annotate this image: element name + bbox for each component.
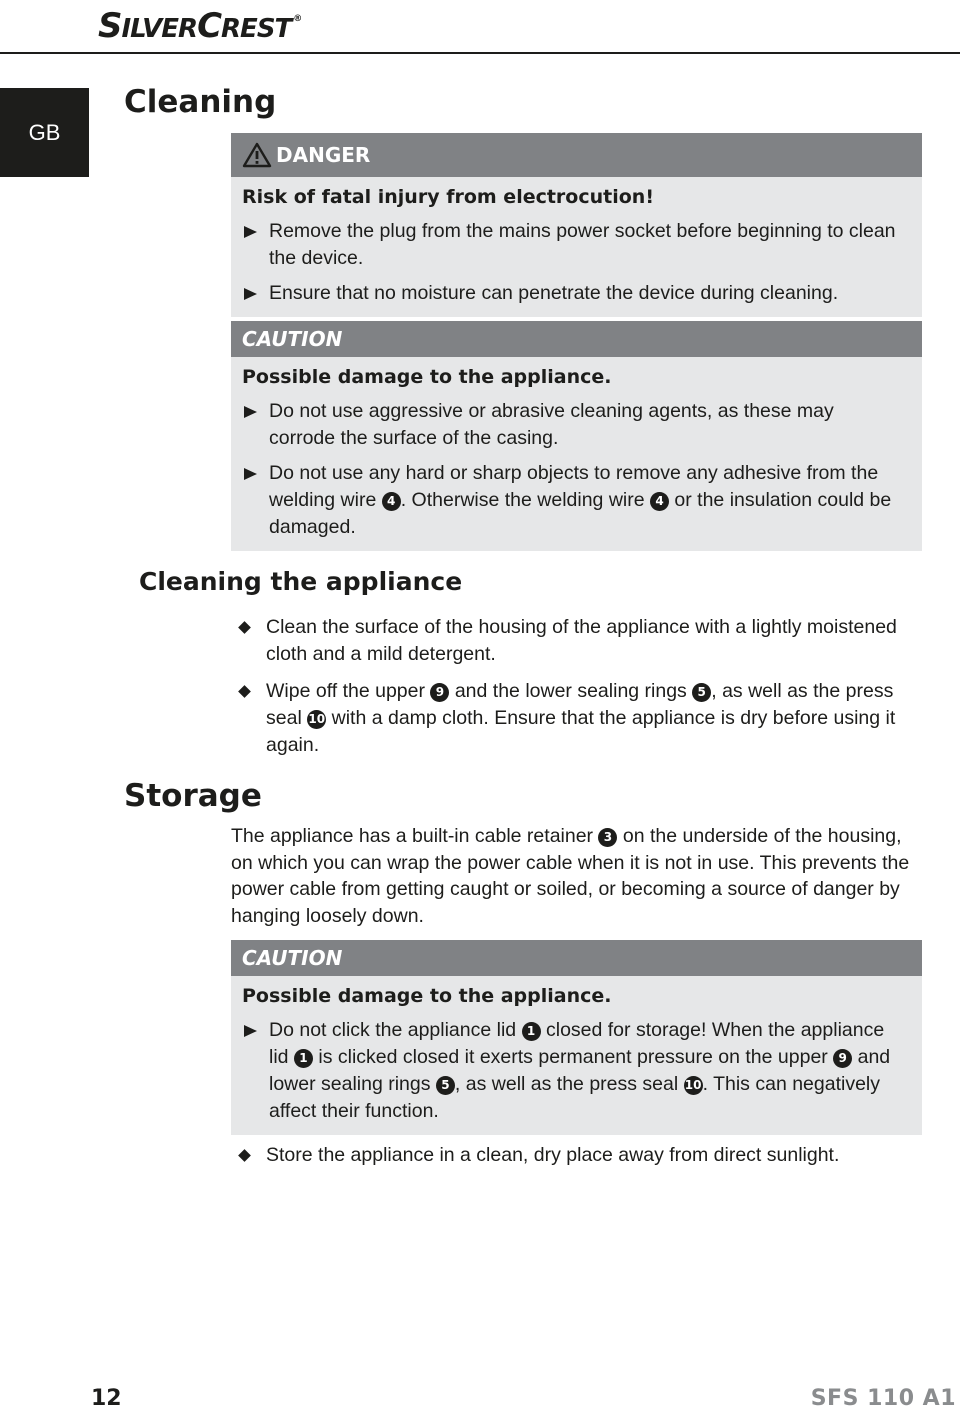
caution-item <box>242 398 902 452</box>
danger-label: DANGER <box>276 143 371 167</box>
list-item <box>238 678 906 759</box>
caution-item-text: is clicked closed it exerts permanent pressure on the upper <box>312 1046 834 1068</box>
list-item-text: , as well as the press seal <box>266 680 894 729</box>
list-item-text: Store the appliance in a clean, dry place away from direct sunlight. <box>266 1144 840 1166</box>
caution-box-storage <box>231 940 922 1135</box>
danger-item-text: Ensure that no moisture can penetrate the device during cleaning. <box>269 282 839 304</box>
list-item-text: and the lower sealing rings <box>449 680 693 702</box>
list-item-text: Wipe off the upper <box>266 680 431 702</box>
part-number-badge: 9 <box>430 683 449 702</box>
cleaning-steps-list <box>238 614 906 769</box>
danger-item <box>242 280 902 307</box>
language-tab: GB <box>0 88 89 177</box>
part-number-badge: 10 <box>307 710 326 729</box>
list-item-text: with a damp cloth. Ensure that the appliance is dry before using it again. <box>266 707 896 756</box>
caution-item-text: Do not use any hard or sharp objects to remove any adhesive from the welding wire <box>269 462 879 511</box>
caution-subtitle: Possible damage to the appliance. <box>242 366 612 388</box>
list-item <box>238 614 906 668</box>
part-number-badge: 5 <box>436 1076 455 1095</box>
diamond-bullet-icon <box>238 621 251 634</box>
caution-subtitle: Possible damage to the appliance. <box>242 985 612 1007</box>
part-number-badge: 10 <box>684 1076 703 1095</box>
caution-item-text: , as well as the press seal <box>454 1073 684 1095</box>
arrow-bullet-icon <box>244 288 257 300</box>
model-number: SFS 110 A1 <box>810 1386 956 1411</box>
caution-header <box>231 940 922 976</box>
caution-item-text: and lower sealing rings <box>269 1046 891 1095</box>
section-title-cleaning-appliance: Cleaning the appliance <box>139 567 463 596</box>
page-number: 12 <box>91 1386 122 1411</box>
logo-text: ILVER <box>121 14 198 44</box>
arrow-bullet-icon <box>244 468 257 480</box>
caution-header <box>231 321 922 357</box>
warning-triangle-icon <box>242 142 272 168</box>
arrow-bullet-icon <box>244 1025 257 1037</box>
header-divider <box>0 52 960 54</box>
logo-letter: S <box>98 6 122 46</box>
logo-text: REST <box>221 14 292 44</box>
section-title-cleaning: Cleaning <box>124 84 277 120</box>
part-number-badge: 9 <box>833 1049 852 1068</box>
danger-subtitle: Risk of fatal injury from electrocution! <box>242 186 654 208</box>
part-number-badge: 1 <box>294 1049 313 1068</box>
part-number-badge: 4 <box>650 492 669 511</box>
caution-item <box>242 460 902 541</box>
arrow-bullet-icon <box>244 226 257 238</box>
caution-item-text: or the insulation could be damaged. <box>269 489 892 538</box>
caution-item-text: Do not click the appliance lid <box>269 1019 522 1041</box>
caution-item-text: . Otherwise the welding wire <box>400 489 650 511</box>
danger-header <box>231 133 922 177</box>
caution-box-cleaning <box>231 321 922 551</box>
danger-item-text: Remove the plug from the mains power socket before beginning to clean the device. <box>269 220 896 269</box>
caution-item <box>242 1017 902 1125</box>
part-number-badge: 1 <box>522 1022 541 1041</box>
logo-letter: C <box>197 6 222 46</box>
arrow-bullet-icon <box>244 406 257 418</box>
list-item-text: Clean the surface of the housing of the appliance with a lightly moistened cloth and a mild detergent. <box>266 616 897 665</box>
storage-text: on the underside of the housing, on which you can wrap the power cable when it is not in use. This prevents the power cable from getting caught or soiled, or becoming a source of danger by hanging loosely down. <box>231 825 910 927</box>
list-item <box>238 1142 906 1169</box>
section-title-storage: Storage <box>124 778 262 814</box>
danger-item <box>242 218 902 272</box>
storage-paragraph <box>231 823 911 929</box>
diamond-bullet-icon <box>238 1149 251 1162</box>
storage-steps-list <box>238 1142 906 1179</box>
caution-label: CAUTION <box>242 327 343 351</box>
part-number-badge: 4 <box>382 492 401 511</box>
registered-mark: ® <box>293 14 302 24</box>
caution-item-text: closed for storage! When the appliance lid <box>269 1019 885 1068</box>
storage-text: The appliance has a built-in cable retainer <box>231 825 599 847</box>
caution-item-text: Do not use aggressive or abrasive cleaning agents, as these may corrode the surface of the casing. <box>269 400 834 449</box>
brand-logo <box>98 6 302 46</box>
part-number-badge: 3 <box>598 828 617 847</box>
part-number-badge: 5 <box>692 683 711 702</box>
caution-label: CAUTION <box>242 946 343 970</box>
caution-item-text: . This can negatively affect their function. <box>269 1073 881 1122</box>
diamond-bullet-icon <box>238 685 251 698</box>
danger-box <box>231 133 922 317</box>
